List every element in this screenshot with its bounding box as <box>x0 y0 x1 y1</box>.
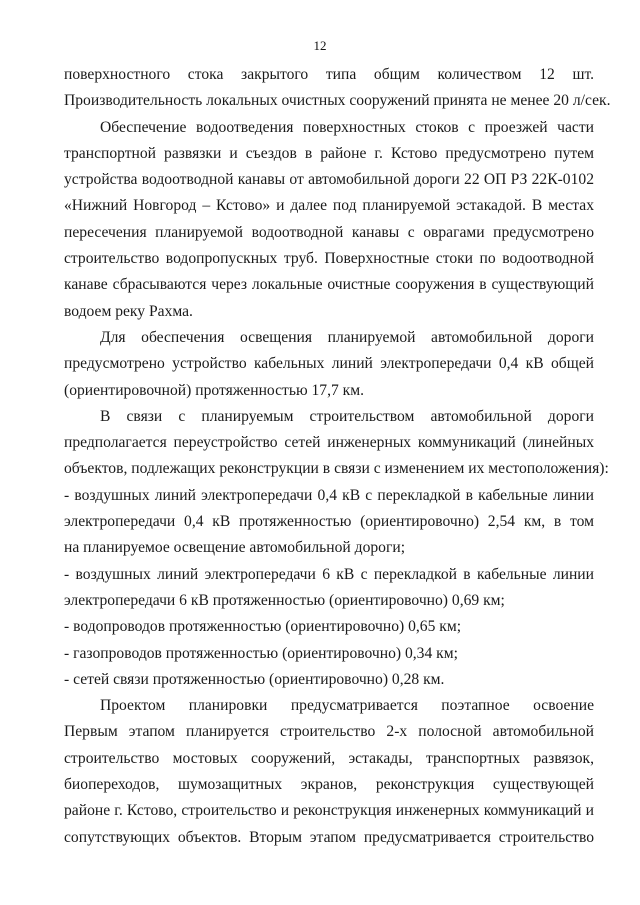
text-line: водоем реку Рахма. <box>64 302 193 320</box>
text-line: предполагается переустройство сетей инженерных коммуникаций (линейных <box>64 434 594 452</box>
text-line: строительство мостовых сооружений, эстакады, транспортных развязок, <box>64 749 594 767</box>
text-line: В связи с планируемым строительством автомобильной дороги <box>100 407 594 425</box>
text-line: - газопроводов протяженностью (ориентировочно) 0,34 км; <box>64 644 458 662</box>
text-line: районе г. Кстово, строительство и реконструкция инженерных коммуникаций и <box>64 802 594 820</box>
text-line: электропередачи 0,4 кВ протяженностью (ориентировочно) 2,54 км, в том <box>64 513 594 531</box>
text-line: строительство водопропускных труб. Поверхностные стоки по водоотводной <box>64 250 594 268</box>
text-line: пересечения планируемой водоотводной канавы с оврагами предусмотрено <box>64 223 594 241</box>
text-line: транспортной развязки и съездов в районе г. Кстово предусмотрено путем <box>64 144 594 162</box>
text-line: (ориентировочной) протяженностью 17,7 км. <box>64 381 365 399</box>
text-line: устройства водоотводной канавы от автомобильной дороги 22 ОП РЗ 22К-0102 <box>64 171 594 189</box>
text-line: «Нижний Новгород – Кстово» и далее под планируемой эстакадой. В местах <box>64 197 594 215</box>
text-line: сопутствующих объектов. Вторым этапом предусматривается строительство <box>64 828 594 846</box>
text-line: объектов, подлежащих реконструкции в связи с изменением их местоположения): <box>64 460 609 478</box>
text-line: - водопроводов протяженностью (ориентировочно) 0,65 км; <box>64 618 462 636</box>
page-number: 12 <box>313 38 327 53</box>
text-line: биопереходов, шумозащитных экранов, реконструкция существующей <box>64 776 594 794</box>
text-line: Первым этапом планируется строительство 2-х полосной автомобильной <box>64 723 594 741</box>
text-line: предусмотрено устройство кабельных линий электропередачи 0,4 кВ общей <box>64 355 594 373</box>
text-line: - воздушных линий электропередачи 6 кВ с перекладкой в кабельные линии <box>64 565 594 583</box>
text-line: канаве сбрасываются через локальные очистные сооружения в существующий <box>64 276 594 294</box>
text-line: Производительность локальных очистных сооружений принята не менее 20 л/сек. <box>64 92 611 110</box>
body-text <box>64 62 611 851</box>
text-line: на планируемое освещение автомобильной дороги; <box>64 539 406 557</box>
text-line: электропередачи 6 кВ протяженностью (ориентировочно) 0,69 км; <box>64 591 505 609</box>
text-line: Обеспечение водоотведения поверхностных стоков с проезжей части <box>100 118 594 136</box>
text-line: - сетей связи протяженностью (ориентировочно) 0,28 км. <box>64 670 445 688</box>
text-line: Для обеспечения освещения планируемой автомобильной дороги <box>100 328 594 346</box>
text-line: Проектом планировки предусматривается поэтапное освоение <box>100 697 594 715</box>
text-line: - воздушных линий электропередачи 0,4 кВ с перекладкой в кабельные линии <box>64 486 594 504</box>
text-line: поверхностного стока закрытого типа общим количеством 12 шт. <box>64 66 594 83</box>
